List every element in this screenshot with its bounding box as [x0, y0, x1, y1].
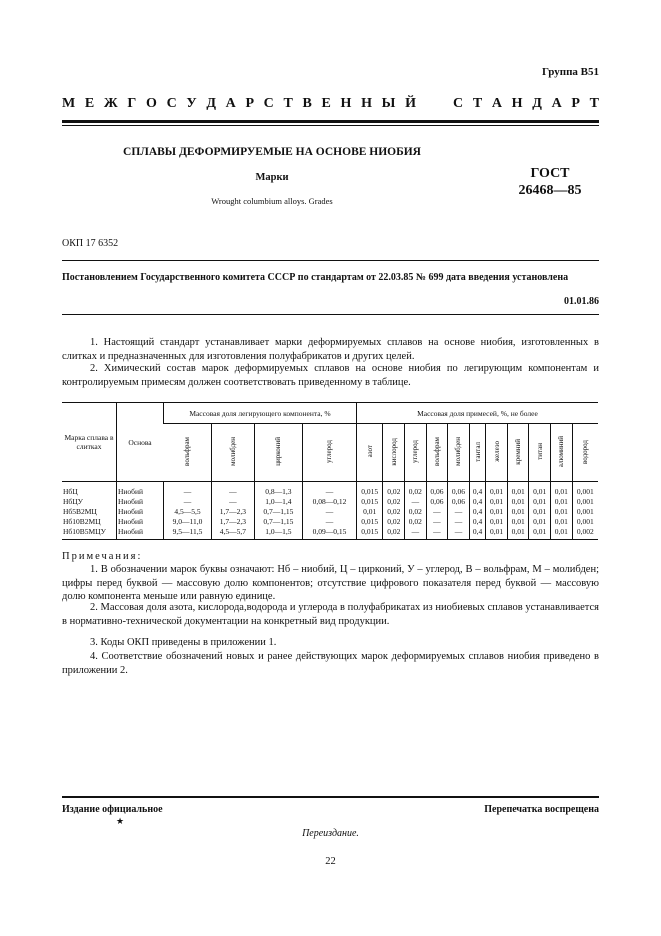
value-cell: 0,01 — [529, 526, 551, 540]
star-icon: ★ — [116, 816, 125, 826]
base-cell: Ниобий — [117, 506, 164, 516]
official-edition: Издание официальное — [62, 804, 163, 815]
paragraph-1: 1. Настоящий стандарт устанавливает марки деформируемых сплавов на основе ниобия, изготовленных в слитках и предназначенных для изготовления полуфабрикатов и других целей. — [62, 337, 599, 362]
value-cell: — — [448, 526, 470, 540]
value-cell: 0,015 — [356, 516, 383, 526]
value-cell: — — [448, 506, 470, 516]
value-cell: 0,8—1,3 — [254, 482, 302, 497]
value-cell: 4,5—5,5 — [164, 506, 212, 516]
table-row — [62, 516, 598, 526]
document-title: СПЛАВЫ ДЕФОРМИРУЕМЫЕ НА ОСНОВЕ НИОБИЯ — [123, 146, 421, 158]
table-row — [62, 482, 598, 497]
value-cell: 0,4 — [469, 482, 486, 497]
value-cell: 1,0—1,4 — [254, 496, 302, 506]
value-cell: 0,08—0,12 — [303, 496, 357, 506]
banner-letter: Н — [511, 96, 523, 111]
alloy-col-header — [303, 424, 357, 482]
value-cell: 0,002 — [572, 526, 598, 540]
alloy-group-header: Массовая доля легирующего компонента, % — [164, 403, 357, 424]
value-cell: 0,01 — [550, 506, 572, 516]
value-cell: 0,01 — [550, 526, 572, 540]
value-cell: — — [426, 516, 448, 526]
impurity-col-header — [426, 424, 448, 482]
value-cell: 1,0—1,5 — [254, 526, 302, 540]
banner-letter: Е — [84, 96, 95, 111]
header-rule-thin — [62, 125, 599, 126]
reissue-note: Переиздание. — [302, 828, 359, 839]
grade-cell: Нб5В2МЦ — [63, 506, 97, 516]
value-cell: 0,001 — [572, 482, 598, 497]
alloy-col-label: молибден — [228, 437, 237, 466]
impurity-col-label: азот — [365, 445, 374, 458]
value-cell: — — [426, 506, 448, 516]
impurity-col-label: кремний — [514, 438, 523, 465]
impurity-col-header — [405, 424, 427, 482]
value-cell: — — [405, 496, 427, 506]
table-row — [62, 506, 598, 516]
value-cell: 0,015 — [356, 496, 383, 506]
value-cell: 0,01 — [529, 516, 551, 526]
banner-letter: Е — [321, 96, 331, 111]
value-cell: 0,01 — [529, 496, 551, 506]
grade-cell: НбЦУ — [63, 496, 83, 506]
value-cell: 0,02 — [383, 516, 405, 526]
notes-heading: Примечания: — [62, 551, 143, 562]
impurity-col-header — [486, 424, 508, 482]
banner-letter: А — [225, 96, 236, 111]
value-cell: 0,01 — [507, 516, 529, 526]
col-base-header: Основа — [117, 403, 164, 482]
value-cell: 0,01 — [356, 506, 383, 516]
header-rule-thick — [62, 120, 599, 123]
value-cell: 4,5—5,7 — [211, 526, 254, 540]
value-cell: 0,01 — [507, 506, 529, 516]
banner-letter: Д — [532, 96, 542, 111]
value-cell: 0,02 — [405, 516, 427, 526]
value-cell: 0,06 — [426, 496, 448, 506]
value-cell: 0,4 — [469, 526, 486, 540]
banner-letter: С — [263, 96, 274, 111]
value-cell: 9,5—11,5 — [164, 526, 212, 540]
value-cell: 0,001 — [572, 506, 598, 516]
banner-letter: Н — [340, 96, 352, 111]
impurity-col-header — [469, 424, 486, 482]
impurity-col-label: тантал — [473, 441, 482, 462]
value-cell: 0,015 — [356, 526, 383, 540]
base-cell: Ниобий — [117, 516, 164, 526]
value-cell: 9,0—11,0 — [164, 516, 212, 526]
impurity-col-header — [356, 424, 383, 482]
banner-letter: В — [302, 96, 312, 111]
value-cell: 0,01 — [486, 516, 508, 526]
value-cell: — — [426, 526, 448, 540]
value-cell: 0,01 — [550, 516, 572, 526]
impurity-col-header — [550, 424, 572, 482]
col-grade-header: Марка сплава в слитках — [62, 403, 117, 482]
impurity-col-header — [572, 424, 598, 482]
impurity-col-label: водород — [581, 439, 590, 464]
gost-label: ГОСТ — [530, 166, 570, 181]
banner-letter: Р — [571, 96, 580, 111]
banner-letter: У — [186, 96, 197, 111]
effective-date: 01.01.86 — [564, 296, 599, 307]
banner-letter: Д — [206, 96, 216, 111]
english-title: Wrought columbium alloys. Grades — [211, 196, 333, 206]
value-cell: 0,01 — [486, 496, 508, 506]
alloy-col-header — [211, 424, 254, 482]
impurity-col-label: алюминий — [557, 435, 566, 468]
paragraph-3: 3. Коды ОКП приведены в приложении 1. — [90, 637, 277, 648]
banner-letter: Т — [283, 96, 293, 111]
paragraph-4: 4. Соответствие обозначений новых и ранее действующих марок деформируемых сплавов ниобия приведено в приложении 2. — [62, 651, 599, 676]
banner-right-word — [453, 96, 599, 112]
value-cell: 0,01 — [529, 506, 551, 516]
banner-letter: С — [166, 96, 177, 111]
note-2: 2. Массовая доля азота, кислорода,водорода и углерода в полуфабрикатах из ниобиевых сплавов устанавливается в нормативно-технической документации на конкретный вид продукции. — [62, 602, 599, 627]
impurity-col-header — [507, 424, 529, 482]
impurity-col-label: титан — [535, 443, 544, 460]
value-cell: 0,01 — [486, 506, 508, 516]
banner-letter: Т — [472, 96, 483, 111]
banner-left-word — [62, 96, 416, 112]
value-cell: 0,01 — [550, 496, 572, 506]
impurity-col-label: углерод — [411, 440, 420, 463]
value-cell: 0,02 — [383, 496, 405, 506]
value-cell: — — [164, 496, 212, 506]
banner-letter: Ы — [381, 96, 396, 111]
value-cell: 0,06 — [448, 496, 470, 506]
banner-letter: Й — [405, 96, 416, 111]
impurity-col-label: кислород — [389, 437, 398, 466]
gost-number: 26468—85 — [518, 183, 582, 198]
value-cell: 0,02 — [405, 506, 427, 516]
alloy-col-header — [254, 424, 302, 482]
footer-rule — [62, 796, 599, 798]
gost-designation — [500, 165, 600, 199]
impurity-col-header — [529, 424, 551, 482]
base-cell: Ниобий — [117, 482, 164, 497]
value-cell: 0,02 — [383, 482, 405, 497]
value-cell: — — [303, 506, 357, 516]
banner-letter: Г — [127, 96, 137, 111]
value-cell: 0,7—1,15 — [254, 516, 302, 526]
alloy-col-label: углерод — [325, 440, 334, 463]
document-subtitle: Марки — [255, 172, 289, 183]
paragraph-2: 2. Химический состав марок деформируемых сплавов на основе ниобия по легирующим компонентам и контролируемым примесям должен соответствовать приведенному в таблице. — [62, 363, 599, 388]
value-cell: — — [211, 496, 254, 506]
alloy-col-header — [164, 424, 212, 482]
value-cell: 0,01 — [507, 496, 529, 506]
value-cell: 0,06 — [448, 482, 470, 497]
value-cell: — — [303, 516, 357, 526]
value-cell: 0,09—0,15 — [303, 526, 357, 540]
banner-letter: А — [491, 96, 502, 111]
value-cell: — — [448, 516, 470, 526]
impurity-col-label: вольфрам — [432, 437, 441, 466]
composition-table — [62, 402, 598, 540]
table-row — [62, 496, 598, 506]
value-cell: — — [211, 482, 254, 497]
decree-text: Постановлением Государственного комитета СССР по стандартам от 22.03.85 № 699 дата введения установлена — [62, 272, 569, 283]
banner-letter: С — [453, 96, 464, 111]
value-cell: 0,01 — [486, 526, 508, 540]
banner-letter: Р — [245, 96, 254, 111]
alloy-col-label: вольфрам — [183, 437, 192, 466]
date-rule — [62, 314, 599, 315]
value-cell: 0,01 — [529, 482, 551, 497]
value-cell: 0,02 — [383, 506, 405, 516]
value-cell: 0,06 — [426, 482, 448, 497]
value-cell: 0,01 — [550, 482, 572, 497]
banner-letter: Н — [361, 96, 372, 111]
value-cell: — — [303, 482, 357, 497]
banner-letter: Ж — [103, 96, 118, 111]
banner-letter: А — [551, 96, 562, 111]
value-cell: 0,001 — [572, 496, 598, 506]
value-cell: 0,02 — [405, 482, 427, 497]
base-cell: Ниобий — [117, 496, 164, 506]
value-cell: 0,001 — [572, 516, 598, 526]
banner-letter: М — [62, 96, 76, 111]
page-number: 22 — [325, 856, 336, 867]
base-cell: Ниобий — [117, 526, 164, 540]
value-cell: 0,02 — [383, 526, 405, 540]
value-cell: — — [405, 526, 427, 540]
table-row — [62, 526, 598, 540]
impurity-col-header — [448, 424, 470, 482]
grade-cell: НбЦ — [63, 486, 78, 496]
okp-code: ОКП 17 6352 — [62, 238, 119, 249]
value-cell: 0,01 — [507, 526, 529, 540]
value-cell: 0,4 — [469, 516, 486, 526]
impurity-group-header: Массовая доля примесей, %, не более — [356, 403, 598, 424]
grade-cell: Нб10В5МЦУ — [63, 526, 106, 536]
value-cell: 0,01 — [486, 482, 508, 497]
value-cell: 0,01 — [507, 482, 529, 497]
value-cell: 0,4 — [469, 506, 486, 516]
okp-rule — [62, 260, 599, 261]
banner-letter: Т — [589, 96, 599, 111]
standard-banner — [62, 96, 599, 112]
group-code: Группа В51 — [541, 66, 599, 78]
impurity-col-label: молибден — [454, 437, 463, 466]
grade-cell: Нб10В2МЦ — [63, 516, 101, 526]
reprint-forbidden: Перепечатка воспрещена — [484, 804, 599, 815]
value-cell: 0,015 — [356, 482, 383, 497]
value-cell: 1,7—2,3 — [211, 506, 254, 516]
impurity-col-label: железо — [492, 441, 501, 462]
note-1: 1. В обозначении марок буквы означают: Нб – ниобий, Ц – цирконий, У – углерод, В – вольфрам, М – молибден; цифры перед буквой — массовую долю компонентов; отсутствие цифрового показателя перед буквой — массовую долю компонента меньше или равную единице. — [62, 564, 599, 602]
value-cell: 0,4 — [469, 496, 486, 506]
value-cell: — — [164, 482, 212, 497]
banner-letter: О — [146, 96, 157, 111]
value-cell: 0,7—1,15 — [254, 506, 302, 516]
alloy-col-label: цирконий — [274, 437, 283, 466]
value-cell: 1,7—2,3 — [211, 516, 254, 526]
impurity-col-header — [383, 424, 405, 482]
